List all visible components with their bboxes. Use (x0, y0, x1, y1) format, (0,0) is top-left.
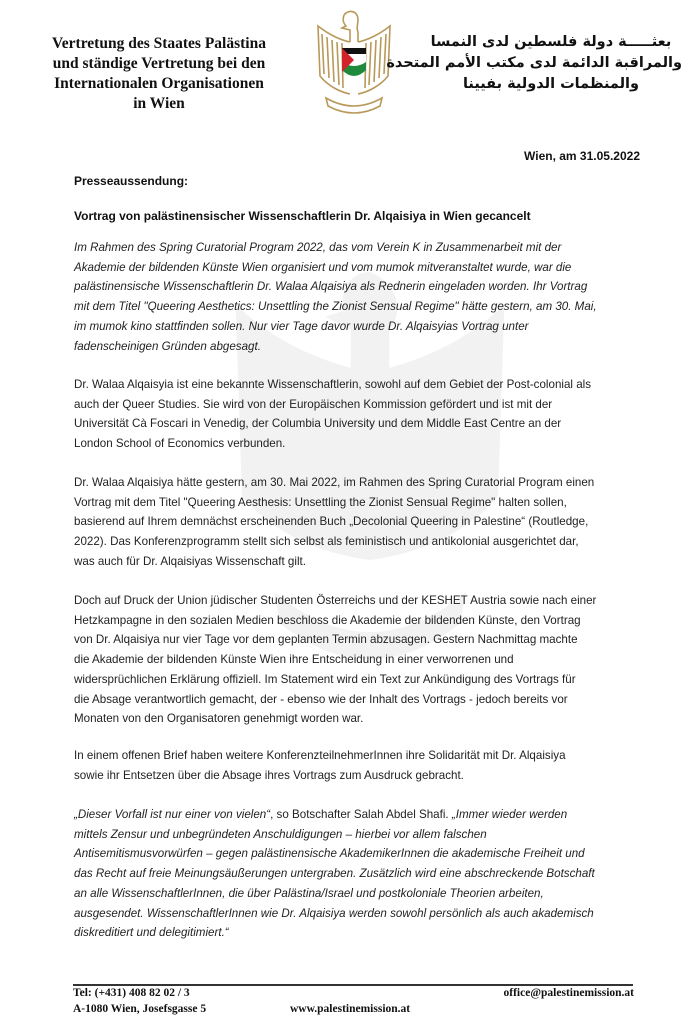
paragraph-line: palästinensische Wissenschaftlerin Dr. Walaa Alqaisiya als Rednerin eingeladen worden. Ihr Vortrag (74, 280, 588, 294)
paragraph-line: basierend auf Ihrem demnächst erscheinenden Buch „Decolonial Queering in Palestine“ (Routledge, (74, 515, 589, 529)
paragraph-line: diskreditiert und delegitimiert.“ (74, 926, 229, 940)
paragraph-line: das Recht auf freie Meinungsäußerungen untergraben. Zusätzlich wird eine abschreckende Botschaft (74, 867, 595, 881)
paragraph-lecture-details (74, 473, 649, 572)
quote-text: „Immer wieder werden (451, 808, 568, 821)
paragraph-line: Akademie der bildenden Künste Wien organisiert und vom mumok mitveranstaltet wurde, war die (74, 260, 572, 274)
paragraph-line: London School of Economics verbunden. (74, 437, 286, 451)
footer-website-link[interactable]: www.palestinemission.at (290, 1003, 411, 1015)
letterhead-german-line: Vertretung des Staates Palästina (52, 35, 266, 52)
paragraph-biography (74, 375, 649, 454)
footer-email-link[interactable]: office@palestinemission.at (503, 987, 634, 999)
quote-attribution: , so Botschafter Salah Abdel Shafi. (270, 808, 452, 821)
letterhead-german-line: Internationalen Organisationen (54, 75, 264, 92)
paragraph-line: sowie ihr Entsetzen über die Absage ihres Vortrags zum Ausdruck gebracht. (74, 768, 464, 782)
paragraph-line: was auch für Dr. Alqaisiyas Wissenschaft gilt. (74, 554, 306, 568)
palestine-eagle-emblem-icon (312, 6, 396, 118)
paragraph-line: Hetzkampagne in den sozialen Medien beschloss die Akademie der bildenden Künste, den Vortrag (74, 613, 581, 627)
footer-telephone: Tel: (+431) 408 82 02 / 3 (73, 987, 190, 999)
paragraph-line: Vortrag mit dem Titel "Queering Aesthesis: Unsettling the Zionist Sensual Regime" halten sollen, (74, 495, 567, 509)
document-type-label: Presseaussendung: (74, 174, 189, 188)
footer-address: A-1080 Wien, Josefsgasse 5 (73, 1003, 207, 1015)
paragraph-ambassador-quote (74, 805, 649, 943)
paragraph-open-letter (74, 746, 649, 785)
paragraph-line: Doch auf Druck der Union jüdischer Studenten Österreichs und der KESHET Austria sowie nach einer (74, 594, 597, 607)
letterhead-arabic (386, 32, 682, 95)
letterhead-german-line: in Wien (133, 95, 185, 112)
paragraph-intro (74, 238, 649, 356)
paragraph-line: die Akademie der bildenden Künste Wien ihre Entscheidung in einer verworrenen und (74, 653, 514, 667)
letterhead-arabic-line: والمنظمات الدولية بفيينا (462, 76, 640, 92)
paragraph-line: widersprüchlichen Erklärung offiziell. Im Statement wird ein Text zur Ankündigung des Vortrags für (74, 672, 576, 686)
paragraph-line: In einem offenen Brief haben weitere KonferenzteilnehmerInnen ihre Solidarität mit Dr. Alqaisiya (74, 749, 566, 762)
paragraph-cancellation (74, 591, 649, 729)
paragraph-line: im mumok kino stattfinden sollen. Nur vier Tage davor wurde Dr. Alqaisyias Vortrag unter (74, 319, 529, 333)
letterhead-arabic-line: والمراقبة الدائمة لدى مكتب الأمم المتحدة (386, 55, 682, 71)
paragraph-line: mittels Zensur und unbegründeten Anschuldigungen – hierbei vor allem falschen (74, 827, 487, 841)
paragraph-line: 2022). Das Konferenzprogramm stellt sich selbst als feministisch und antikolonial ausgerichtet dar, (74, 535, 579, 549)
press-release-headline: Vortrag von palästinensischer Wissenschaftlerin Dr. Alqaisiya in Wien gecancelt (74, 209, 531, 223)
quote-text: „Dieser Vorfall ist nur einer von vielen“ (74, 808, 271, 821)
paragraph-line: Im Rahmen des Spring Curatorial Program 2022, das vom Verein K in Zusammenarbeit mit der (74, 241, 562, 254)
letterhead-arabic-line: بعثـــــة دولة فلسطين لدى النمسا (430, 34, 672, 50)
document-date: Wien, am 31.05.2022 (524, 149, 640, 163)
paragraph-line: von Dr. Alqaisiya nur vier Tage vor dem geplanten Termin abzusagen. Gestern Nachmittag machte (74, 633, 578, 647)
paragraph-line: auch der Queer Studies. Sie wird von der Europäischen Kommission gefördert und ist mit der (74, 397, 553, 411)
paragraph-line: an alle WissenschaftlerInnen, die über Palästina/Israel und postkoloniale Theorien arbeiten, (74, 886, 544, 900)
paragraph-line: die Absage verantwortlich gemacht, der - ebenso wie der Inhalt des Vortrags - jedoch bereits vor (74, 692, 568, 706)
paragraph-line: Universität Cà Foscari in Venedig, der Columbia University und dem Middle East Centre an der (74, 417, 562, 431)
paragraph-line (74, 805, 649, 825)
footer-divider (73, 984, 633, 986)
paragraph-line: Dr. Walaa Alqaisiya hätte gestern, am 30. Mai 2022, im Rahmen des Spring Curatorial Program einen (74, 476, 595, 489)
paragraph-line: Antisemitismusvorwürfen – gegen palästinensische AkademikerInnen die akademische Freiheit und (74, 847, 585, 861)
paragraph-line: ausgesendet. WissenschaftlerInnen wie Dr. Alqaisiya werden sowohl persönlich als auch akademisch (74, 906, 594, 920)
letterhead-german (14, 34, 304, 114)
paragraph-line: mit dem Titel "Queering Aesthetics: Unsettling the Zionist Sensual Regime" hätte gestern, am 30. Mai, (74, 300, 597, 314)
paragraph-line: Dr. Walaa Alqaisyia ist eine bekannte Wissenschaftlerin, sowohl auf dem Gebiet der Post-colonial als (74, 378, 592, 391)
letterhead-german-line: und ständige Vertretung bei den (52, 55, 266, 72)
paragraph-line: fadenscheinigen Gründen abgesagt. (74, 339, 261, 353)
paragraph-line: Monaten von den Organisatoren genehmigt worden war. (74, 712, 364, 726)
